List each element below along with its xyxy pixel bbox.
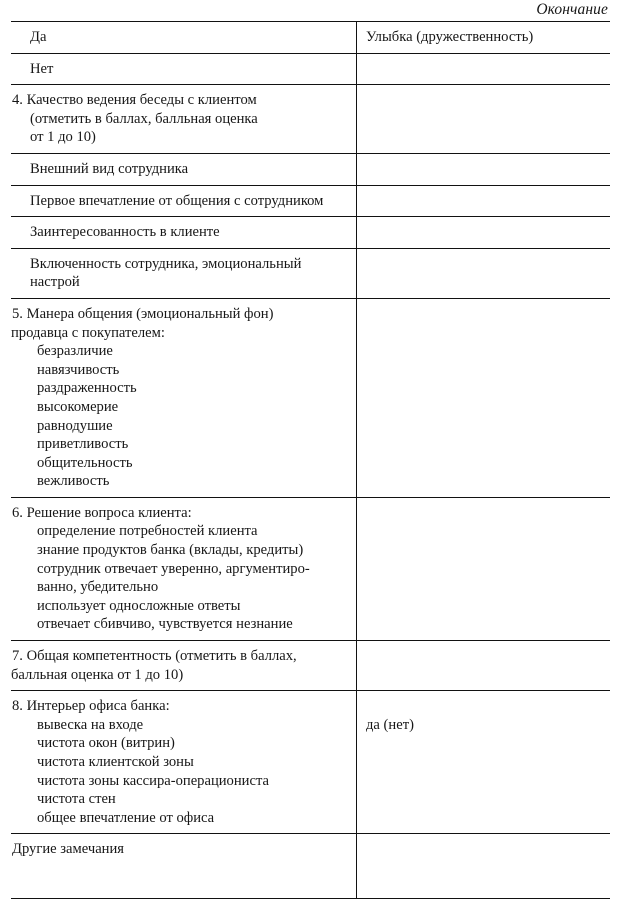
criterion-option: общее впечатление от офиса xyxy=(37,809,215,826)
table-row xyxy=(11,497,610,640)
table-row xyxy=(11,217,610,249)
table-cell-criterion[interactable] xyxy=(11,497,357,640)
criterion-option: равнодушие xyxy=(37,417,113,434)
table-cell-answer[interactable] xyxy=(357,248,611,298)
table-cell-answer[interactable] xyxy=(357,641,611,691)
table-row xyxy=(11,834,610,899)
table-row xyxy=(11,248,610,298)
criterion-option: знание продуктов банка (вклады, кредиты) xyxy=(37,542,304,559)
criterion-option: чистота стен xyxy=(37,791,116,808)
criterion-line: продавца с покупателем: xyxy=(11,324,165,341)
table-cell-criterion[interactable] xyxy=(11,53,357,85)
table-cell-criterion[interactable] xyxy=(11,834,357,899)
table-cell-criterion[interactable] xyxy=(11,298,357,497)
table-cell-answer[interactable] xyxy=(357,85,611,154)
table-cell-criterion[interactable] xyxy=(11,22,357,54)
criterion-option: чистота зоны кассира-операциониста xyxy=(37,772,269,789)
table-row xyxy=(11,85,610,154)
criterion-line: Включенность сотрудника, эмоциональный xyxy=(30,255,302,272)
criterion-line: балльная оценка от 1 до 10) xyxy=(11,666,184,683)
table-cell-answer[interactable] xyxy=(357,185,611,217)
criterion-line: Внешний вид сотрудника xyxy=(30,160,189,177)
table-row xyxy=(11,691,610,834)
criterion-line: 6. Решение вопроса клиента: xyxy=(12,504,192,521)
table-cell-criterion[interactable] xyxy=(11,85,357,154)
table-cell-answer[interactable] xyxy=(357,834,611,899)
criterion-line: 5. Манера общения (эмоциональный фон) xyxy=(12,305,274,322)
table-cell-answer[interactable] xyxy=(357,153,611,185)
answer-line: Улыбка (дружественность) xyxy=(366,29,534,45)
criterion-option: вывеска на входе xyxy=(37,716,144,733)
criterion-line: 8. Интерьер офиса банка: xyxy=(12,698,170,715)
table-cell-criterion[interactable] xyxy=(11,691,357,834)
criterion-option: ванно, убедительно xyxy=(37,579,159,596)
table-cell-criterion[interactable] xyxy=(11,641,357,691)
criterion-option: навязчивость xyxy=(37,361,120,378)
criterion-line: 7. Общая компетентность (отметить в баллах, xyxy=(12,648,297,665)
criterion-line: от 1 до 10) xyxy=(30,129,96,146)
table-cell-answer[interactable] xyxy=(357,298,611,497)
criterion-option: отвечает сбивчиво, чувствуется незнание xyxy=(37,616,293,633)
table-cell-answer[interactable] xyxy=(357,691,611,834)
table-cell-criterion[interactable] xyxy=(11,185,357,217)
criterion-option: вежливость xyxy=(37,473,110,490)
table-cell-answer[interactable] xyxy=(357,22,611,54)
criterion-option: использует односложные ответы xyxy=(37,597,241,614)
table-cell-criterion[interactable] xyxy=(11,153,357,185)
criterion-option: высокомерие xyxy=(37,398,119,415)
criterion-line: Заинтересованность в клиенте xyxy=(30,224,220,241)
criterion-option: раздраженность xyxy=(37,380,137,397)
evaluation-form-table xyxy=(11,21,610,899)
criterion-line: Другие замечания xyxy=(12,841,125,858)
table-cell-criterion[interactable] xyxy=(11,217,357,249)
table-cell-answer[interactable] xyxy=(357,497,611,640)
answer-line: да (нет) xyxy=(366,717,414,734)
criterion-option: определение потребностей клиента xyxy=(37,523,258,540)
criterion-option: чистота окон (витрин) xyxy=(37,735,175,752)
table-row xyxy=(11,153,610,185)
criterion-option: безразличие xyxy=(37,343,113,360)
table-row xyxy=(11,298,610,497)
criterion-option: чистота клиентской зоны xyxy=(37,754,194,770)
table-cell-answer[interactable] xyxy=(357,53,611,85)
table-cell-criterion[interactable] xyxy=(11,248,357,298)
table-row xyxy=(11,53,610,85)
criterion-line: Да xyxy=(30,29,47,45)
criterion-line: 4. Качество ведения беседы с клиентом xyxy=(12,92,257,109)
criterion-line: Первое впечатление от общения с сотрудником xyxy=(30,192,324,209)
table-body xyxy=(11,22,610,899)
criterion-option: общительность xyxy=(37,454,133,471)
criterion-line: настрой xyxy=(30,274,80,291)
criterion-option: приветливость xyxy=(37,436,129,453)
table-row xyxy=(11,641,610,691)
criterion-option: сотрудник отвечает уверенно, аргументиро- xyxy=(37,560,310,577)
table-row xyxy=(11,22,610,54)
criterion-line: Нет xyxy=(30,60,54,77)
running-head: Окончание xyxy=(536,1,608,18)
table-row xyxy=(11,185,610,217)
criterion-line: (отметить в баллах, балльная оценка xyxy=(30,110,258,127)
table-cell-answer[interactable] xyxy=(357,217,611,249)
